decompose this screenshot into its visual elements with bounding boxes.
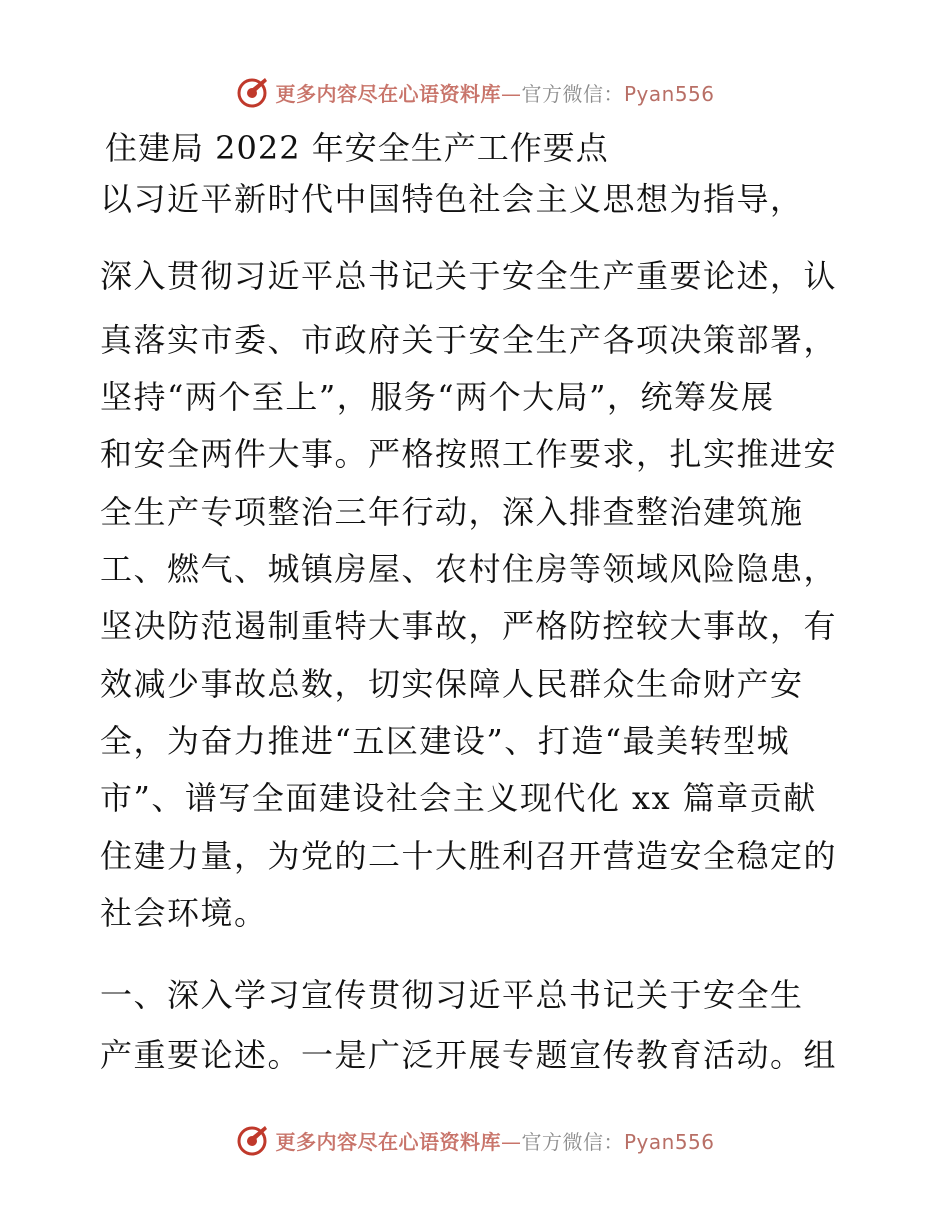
body-line: 全，为奋力推进“五区建设”、打造“最美转型城	[100, 722, 791, 760]
banner-promo-text: 更多内容尽在心语资料库	[275, 1129, 501, 1154]
banner-text	[275, 1126, 714, 1155]
body-line: 一、深入学习宣传贯彻习近平总书记关于安全生	[100, 976, 804, 1014]
banner-text	[275, 78, 714, 107]
body-line: 住建力量，为党的二十大胜利召开营造安全稳定的	[100, 837, 838, 875]
footer-watermark-banner	[0, 1118, 950, 1162]
logo-icon	[235, 1122, 271, 1158]
logo-icon	[235, 74, 271, 110]
body-line: 深入贯彻习近平总书记关于安全生产重要论述，认	[100, 257, 838, 295]
banner-wechat-id: Pyan556	[623, 1129, 715, 1154]
body-line: 坚持“两个至上”，服务“两个大局”，统筹发展	[100, 378, 775, 416]
banner-wechat-id: Pyan556	[623, 81, 715, 106]
banner-separator: ：	[603, 1129, 624, 1154]
body-line: 产重要论述。一是广泛开展专题宣传教育活动。组	[100, 1036, 838, 1074]
document-title: 住建局 2022 年安全生产工作要点	[105, 129, 609, 167]
body-line: 社会环境。	[100, 894, 268, 932]
body-line: 真落实市委、市政府关于安全生产各项决策部署，	[100, 321, 838, 359]
body-line: 以习近平新时代中国特色社会主义思想为指导，	[100, 180, 804, 218]
body-line: 效减少事故总数，切实保障人民群众生命财产安	[100, 665, 804, 703]
body-line: 工、燃气、城镇房屋、农村住房等领域风险隐患，	[100, 550, 838, 588]
body-line: 全生产专项整治三年行动，深入排查整治建筑施	[100, 493, 804, 531]
banner-wechat-label: 官方微信	[521, 81, 604, 106]
banner-dash: —	[500, 81, 522, 106]
body-line: 市”、谱写全面建设社会主义现代化 xx 篇章贡献	[100, 779, 817, 817]
banner-promo-text: 更多内容尽在心语资料库	[275, 81, 501, 106]
banner-wechat-label: 官方微信	[521, 1129, 604, 1154]
body-line: 和安全两件大事。严格按照工作要求，扎实推进安	[100, 435, 838, 473]
banner-dash: —	[500, 1129, 522, 1154]
header-watermark-banner	[0, 70, 950, 114]
banner-separator: ：	[603, 81, 624, 106]
body-line: 坚决防范遏制重特大事故，严格防控较大事故，有	[100, 607, 838, 645]
